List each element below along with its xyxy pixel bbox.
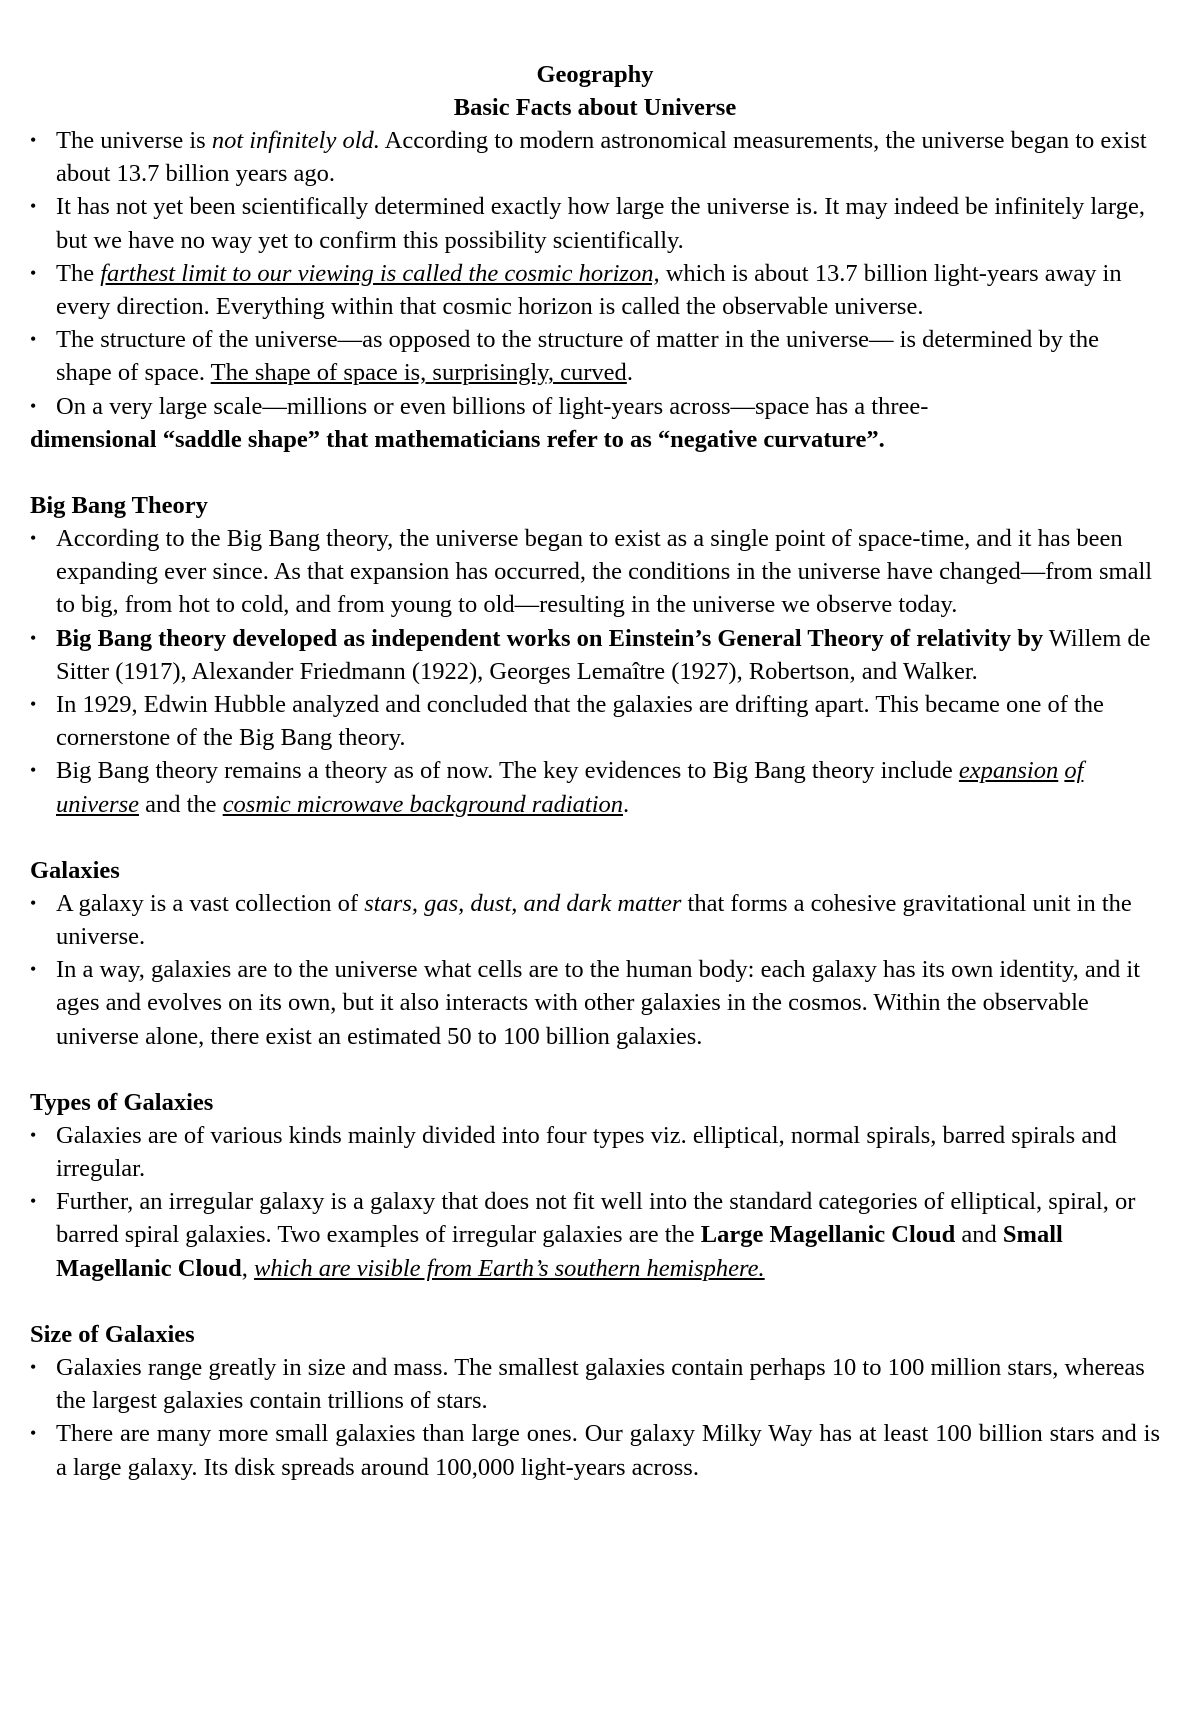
- bold-text: dimensional “saddle shape” that mathematicians refer to as “negative curvature”.: [30, 425, 885, 453]
- bullet-icon: •: [30, 262, 37, 283]
- list-item: [30, 953, 1160, 1053]
- bullet-icon: •: [30, 130, 37, 150]
- list-item: [30, 1119, 1160, 1185]
- bullet-icon: •: [30, 329, 37, 350]
- underlined-italic-text: of universe: [56, 757, 1084, 818]
- list-item: [30, 1417, 1160, 1483]
- bullet-icon: •: [30, 959, 37, 980]
- text-run: .: [623, 790, 630, 818]
- text-run: A galaxy is a vast collection of: [56, 889, 365, 917]
- underlined-italic-text: which are visible from Earth’s southern hemisphere.: [254, 1254, 765, 1282]
- bold-text: Big Bang theory developed as independent works on Einstein’s General Theory of relativity by: [56, 624, 1044, 652]
- text-run: The structure of the universe—as opposed to the structure of matter in the universe— is determined by the shape of space.: [56, 326, 1099, 387]
- text-run: Big Bang theory remains a theory as of now. The key evidences to Big Bang theory include: [56, 757, 959, 785]
- list-item: [30, 754, 1160, 820]
- intro-list: [30, 124, 1160, 456]
- list-item: [30, 190, 1160, 256]
- list-item: [30, 1185, 1160, 1285]
- bold-text: Small Magellanic Cloud: [56, 1221, 1063, 1282]
- underlined-italic-text: cosmic microwave background radiation: [222, 790, 624, 818]
- big-bang-list: [30, 522, 1160, 821]
- bullet-icon: •: [30, 694, 37, 715]
- text-run: According to the Big Bang theory, the universe began to exist as a single point of space-time, and it has been expanding ever since. As that expansion has occurred, the conditions in the universe have changed—from small to big, from hot to cold, and from young to old—resulting in the universe we observe today.: [56, 525, 1153, 619]
- bullet-icon: •: [30, 892, 37, 913]
- text-run: and: [955, 1221, 1003, 1249]
- bold-text: Large Magellanic Cloud: [700, 1221, 956, 1249]
- text-run: and the: [139, 790, 223, 818]
- page-title: Basic Facts about Universe: [453, 94, 737, 121]
- text-run: The universe is: [56, 127, 212, 154]
- bullet-icon: •: [30, 627, 37, 648]
- text-run: It has not yet been scientifically determined exactly how large the universe is. It may indeed be infinitely large, but we have no way yet to confirm this possibility scientifically.: [56, 193, 1145, 254]
- section-heading-galaxies: Galaxies: [30, 856, 120, 884]
- text-run: that forms a cohesive gravitational unit in the universe.: [56, 889, 1132, 951]
- section-heading-types: Types of Galaxies: [30, 1088, 214, 1116]
- bullet-icon: •: [30, 1124, 37, 1145]
- text-run: The: [56, 259, 101, 287]
- list-item: [30, 124, 1160, 190]
- underlined-italic-text: farthest limit to our viewing is called the cosmic horizon,: [100, 259, 660, 287]
- bullet-icon: •: [30, 528, 37, 549]
- text-run: Willem de Sitter (1917), Alexander Friedmann (1922), Georges Lemaître (1927), Robertson, and Walker.: [56, 624, 1151, 685]
- list-item: [30, 622, 1160, 688]
- bullet-icon: •: [30, 1423, 37, 1444]
- list-item: [30, 323, 1160, 389]
- text-run: Galaxies range greatly in size and mass. The smallest galaxies contain perhaps 10 to 100 million stars, whereas the largest galaxies contain trillions of stars.: [56, 1353, 1145, 1415]
- bullet-icon: •: [30, 196, 37, 217]
- section-heading-sizes: Size of Galaxies: [30, 1320, 195, 1348]
- text-run: On a very large scale—millions or even billions of light-years across—space has a three-: [56, 392, 929, 420]
- text-run: which is about 13.7 billion light-years away in every direction. Everything within that cosmic horizon is called the observable universe.: [56, 259, 1122, 321]
- underlined-text: The shape of space is, surprisingly, curved: [210, 359, 627, 387]
- text-run: ,: [241, 1254, 255, 1282]
- types-list: [30, 1119, 1160, 1285]
- bullet-icon: •: [30, 760, 37, 781]
- text-run: According to modern astronomical measurements, the universe began to exist about 13.7 billion years ago.: [56, 127, 1147, 188]
- galaxies-list: [30, 887, 1160, 1053]
- list-item: [30, 1351, 1160, 1417]
- list-item: [30, 887, 1160, 953]
- text-run: Galaxies are of various kinds mainly divided into four types viz. elliptical, normal spirals, barred spirals and irregular.: [56, 1121, 1117, 1183]
- section-heading-big-bang: Big Bang Theory: [30, 492, 208, 520]
- text-run: In a way, galaxies are to the universe what cells are to the human body: each galaxy has its own identity, and it ages and evolves on its own, but it also interacts with other galaxies in the cosmos. Within the observable universe alone, there exist an estimated 50 to 100 billion galaxies.: [56, 956, 1141, 1050]
- list-item: [30, 522, 1160, 622]
- sizes-list: [30, 1351, 1160, 1484]
- text-run: In 1929, Edwin Hubble analyzed and concluded that the galaxies are drifting apart. This became one of the cornerstone of the Big Bang theory.: [56, 691, 1104, 752]
- text-run: Further, an irregular galaxy is a galaxy that does not fit well into the standard categories of elliptical, spiral, or barred spiral galaxies. Two examples of irregular galaxies are the: [56, 1188, 1136, 1249]
- subject-title: Geography: [536, 61, 654, 88]
- italic-text: stars, gas, dust, and dark matter: [364, 889, 682, 917]
- italic-text: not infinitely old.: [211, 127, 380, 154]
- bullet-icon: •: [30, 1191, 37, 1212]
- bullet-icon: •: [30, 395, 37, 416]
- text-run: .: [626, 359, 633, 387]
- list-item: [30, 688, 1160, 754]
- text-run: There are many more small galaxies than large ones. Our galaxy Milky Way has at least 100 billion stars and is a large galaxy. Its disk spreads around 100,000 light-years across.: [56, 1420, 1160, 1481]
- title-block: [30, 58, 1160, 124]
- bullet-icon: •: [30, 1356, 37, 1377]
- underlined-italic-text: expansion: [958, 757, 1059, 785]
- list-item: [30, 390, 1160, 456]
- list-item: [30, 257, 1160, 323]
